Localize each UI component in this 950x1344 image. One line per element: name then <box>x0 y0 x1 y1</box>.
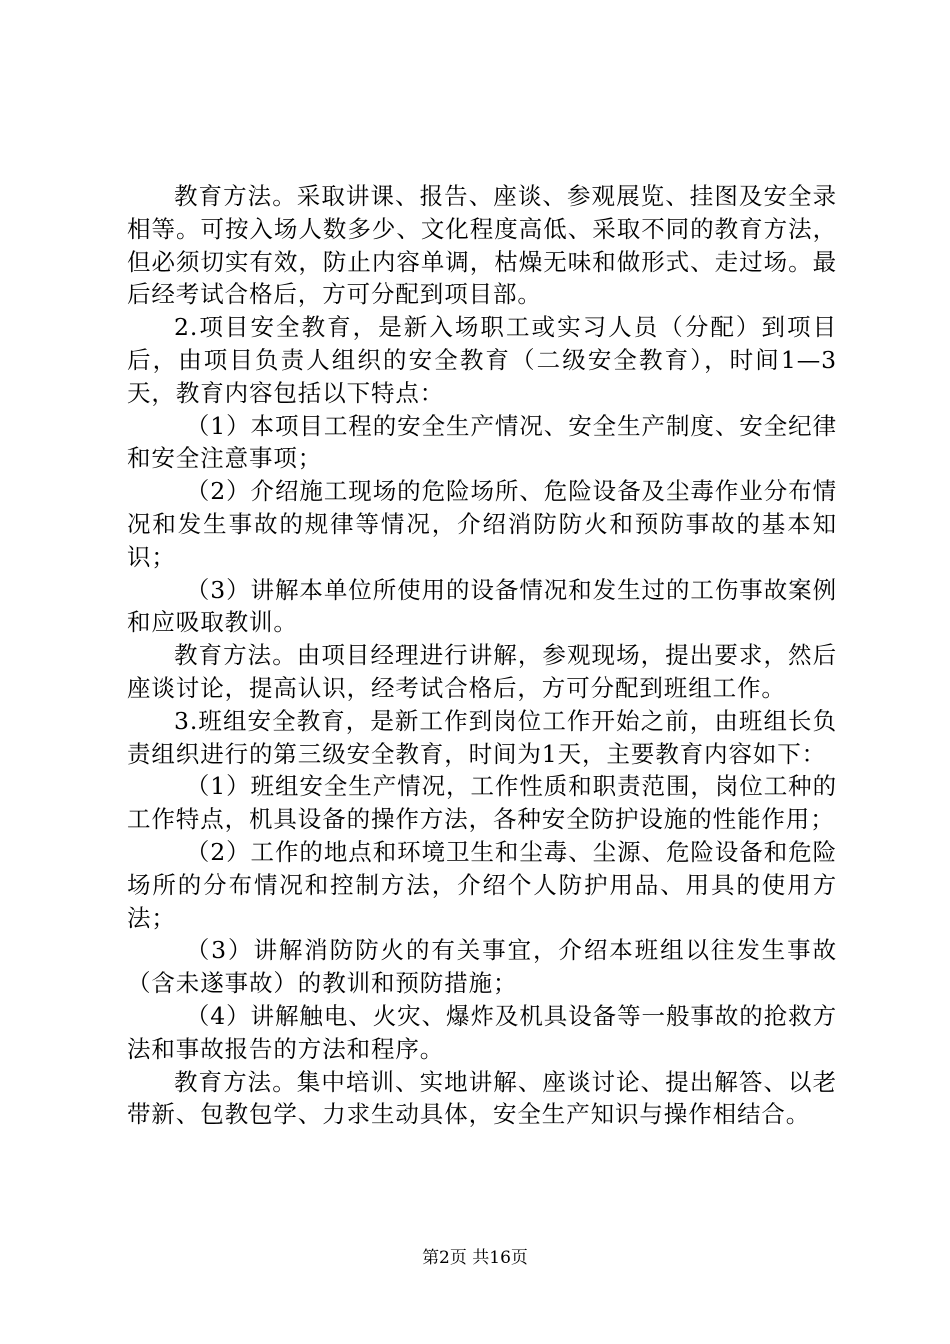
list-item-team-1: （1）班组安全生产情况，工作性质和职责范围，岗位工种的工作特点，机具设备的操作方法，各种安全防护设施的性能作用； <box>127 772 837 834</box>
list-item-team-4: （4）讲解触电、火灾、爆炸及机具设备等一般事故的抢救方法和事故报告的方法和程序。 <box>127 1001 837 1063</box>
paragraph-training-method-3: 教育方法。集中培训、实地讲解、座谈讨论、提出解答、以老带新、包教包学、力求生动具体，安全生产知识与操作相结合。 <box>127 1067 837 1129</box>
list-item-project-1: （1）本项目工程的安全生产情况、安全生产制度、安全纪律和安全注意事项； <box>127 411 837 473</box>
paragraph-team-safety-education: 3.班组安全教育，是新工作到岗位工作开始之前，由班组长负责组织进行的第三级安全教育，时间为1天，主要教育内容如下： <box>127 706 837 768</box>
list-item-project-3: （3）讲解本单位所使用的设备情况和发生过的工伤事故案例和应吸取教训。 <box>127 575 837 637</box>
paragraph-training-method-1: 教育方法。采取讲课、报告、座谈、参观展览、挂图及安全录相等。可按入场人数多少、文化程度高低、采取不同的教育方法，但必须切实有效，防止内容单调，枯燥无味和做形式、走过场。最后经考试合格后，方可分配到项目部。 <box>127 182 837 309</box>
list-item-project-2: （2）介绍施工现场的危险场所、危险设备及尘毒作业分布情况和发生事故的规律等情况，介绍消防防火和预防事故的基本知识； <box>127 477 837 571</box>
list-item-team-3: （3）讲解消防防火的有关事宜，介绍本班组以往发生事故（含未遂事故）的教训和预防措施； <box>127 936 837 998</box>
paragraph-project-safety-education: 2.项目安全教育，是新入场职工或实习人员（分配）到项目后，由项目负责人组织的安全教育（二级安全教育），时间1—3天，教育内容包括以下特点： <box>127 313 837 407</box>
document-body <box>127 180 837 1131</box>
list-item-team-2: （2）工作的地点和环境卫生和尘毒、尘源、危险设备和危险场所的分布情况和控制方法，介绍个人防护用品、用具的使用方法； <box>127 837 837 932</box>
paragraph-training-method-2: 教育方法。由项目经理进行讲解，参观现场，提出要求，然后座谈讨论，提高认识，经考试合格后，方可分配到班组工作。 <box>127 641 837 702</box>
page-number-footer: 第2页 共16页 <box>422 1248 528 1268</box>
